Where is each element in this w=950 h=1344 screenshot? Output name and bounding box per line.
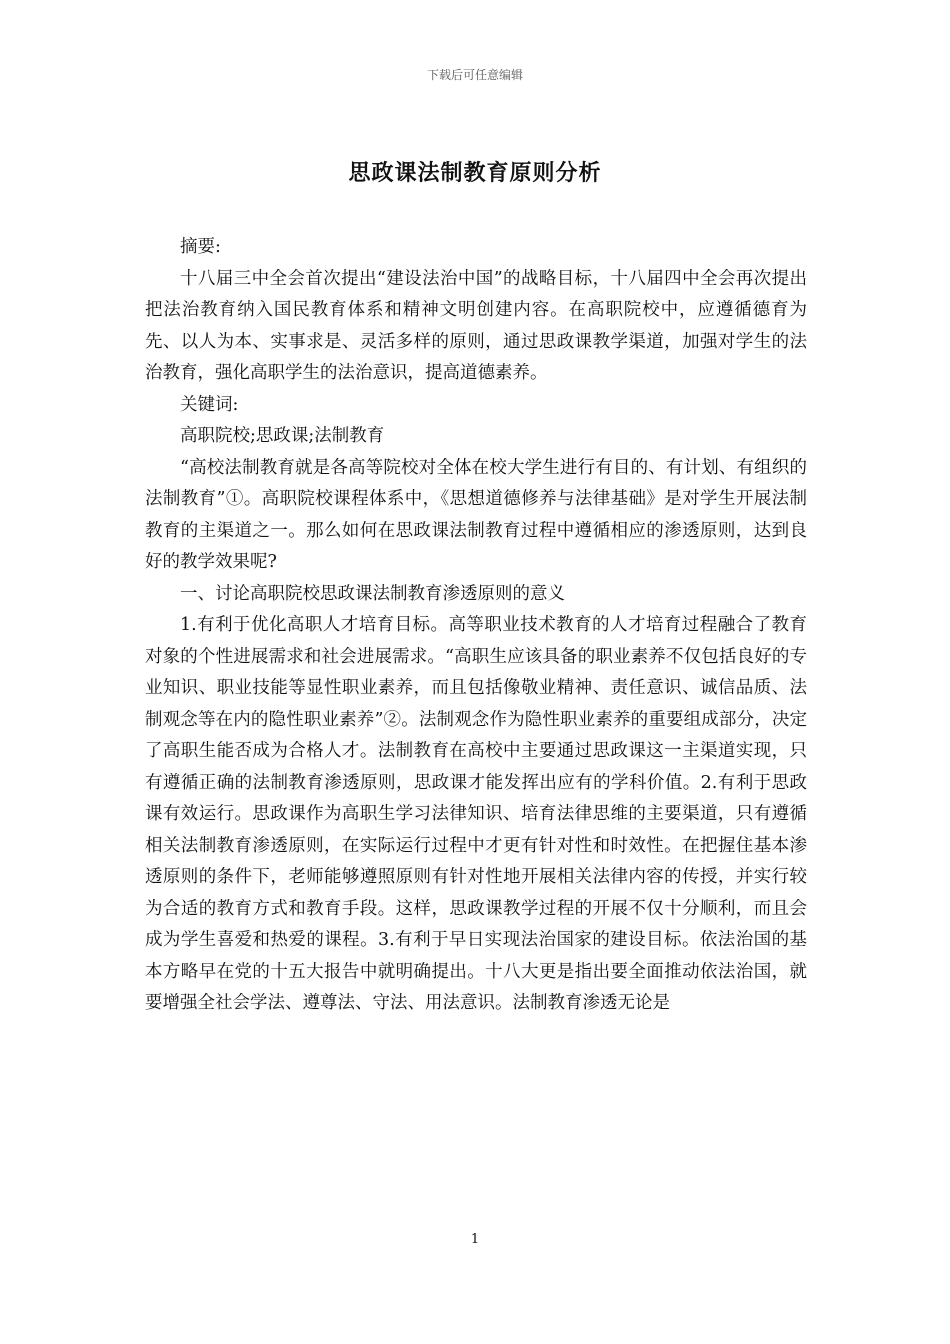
section-heading-1: 一、讨论高职院校思政课法制教育渗透原则的意义 bbox=[180, 583, 565, 604]
abstract-text: 十八届三中全会首次提出“建设法治中国”的战略目标，十八届四中全会再次提出把法治教育纳入国民教育体系和精神文明创建内容。在高职院校中，应遵循德育为先、以人为本、实事求是、灵活多样的原则，通过思政课教学渠道，加强对学生的法治教育，强化高职学生的法治意识，提高道德素养。 bbox=[145, 268, 807, 383]
page-number: 1 bbox=[470, 1232, 480, 1247]
document-body bbox=[145, 232, 807, 1020]
abstract-label: 摘要: bbox=[180, 237, 221, 257]
intro-paragraph: “高校法制教育就是各高等院校对全体在校大学生进行有目的、有计划、有组织的法制教育”①。高职院校课程体系中，《思想道德修养与法律基础》是对学生开展法制教育的主渠道之一。那么如何在思政课法制教育过程中遵循相应的渗透原则，达到良好的教学效果呢? bbox=[145, 457, 807, 572]
page-header: 下载后可任意编辑 bbox=[426, 68, 523, 82]
document-title: 思政课法制教育原则分析 bbox=[348, 160, 602, 186]
keywords-text: 高职院校;思政课;法制教育 bbox=[180, 426, 385, 446]
section-1-paragraph: 1.有利于优化高职人才培育目标。高等职业技术教育的人才培育过程融合了教育对象的个性进展需求和社会进展需求。“高职生应该具备的职业素养不仅包括良好的专业知识、职业技能等显性职业素养，而且包括像敬业精神、责任意识、诚信品质、法制观念等在内的隐性职业素养”②。法制观念作为隐性职业素养的重要组成部分，决定了高职生能否成为合格人才。法制教育在高校中主要通过思政课这一主渠道实现，只有遵循正确的法制教育渗透原则，思政课才能发挥出应有的学科价值。2.有利于思政课有效运行。思政课作为高职生学习法律知识、培育法律思维的主要渠道，只有遵循相关法制教育渗透原则，在实际运行过程中才更有针对性和时效性。在把握住基本渗透原则的条件下，老师能够遵照原则有针对性地开展相关法律内容的传授，并实行较为合适的教育方式和教育手段。这样，思政课教学过程的开展不仅十分顺利，而且会成为学生喜爱和热爱的课程。3.有利于早日实现法治国家的建设目标。依法治国的基本方略早在党的十五大报告中就明确提出。十八大更是指出要全面推动依法治国，就要增强全社会学法、遵尊法、守法、用法意识。法制教育渗透无论是 bbox=[145, 615, 807, 1013]
keywords-label: 关键词: bbox=[180, 394, 239, 415]
